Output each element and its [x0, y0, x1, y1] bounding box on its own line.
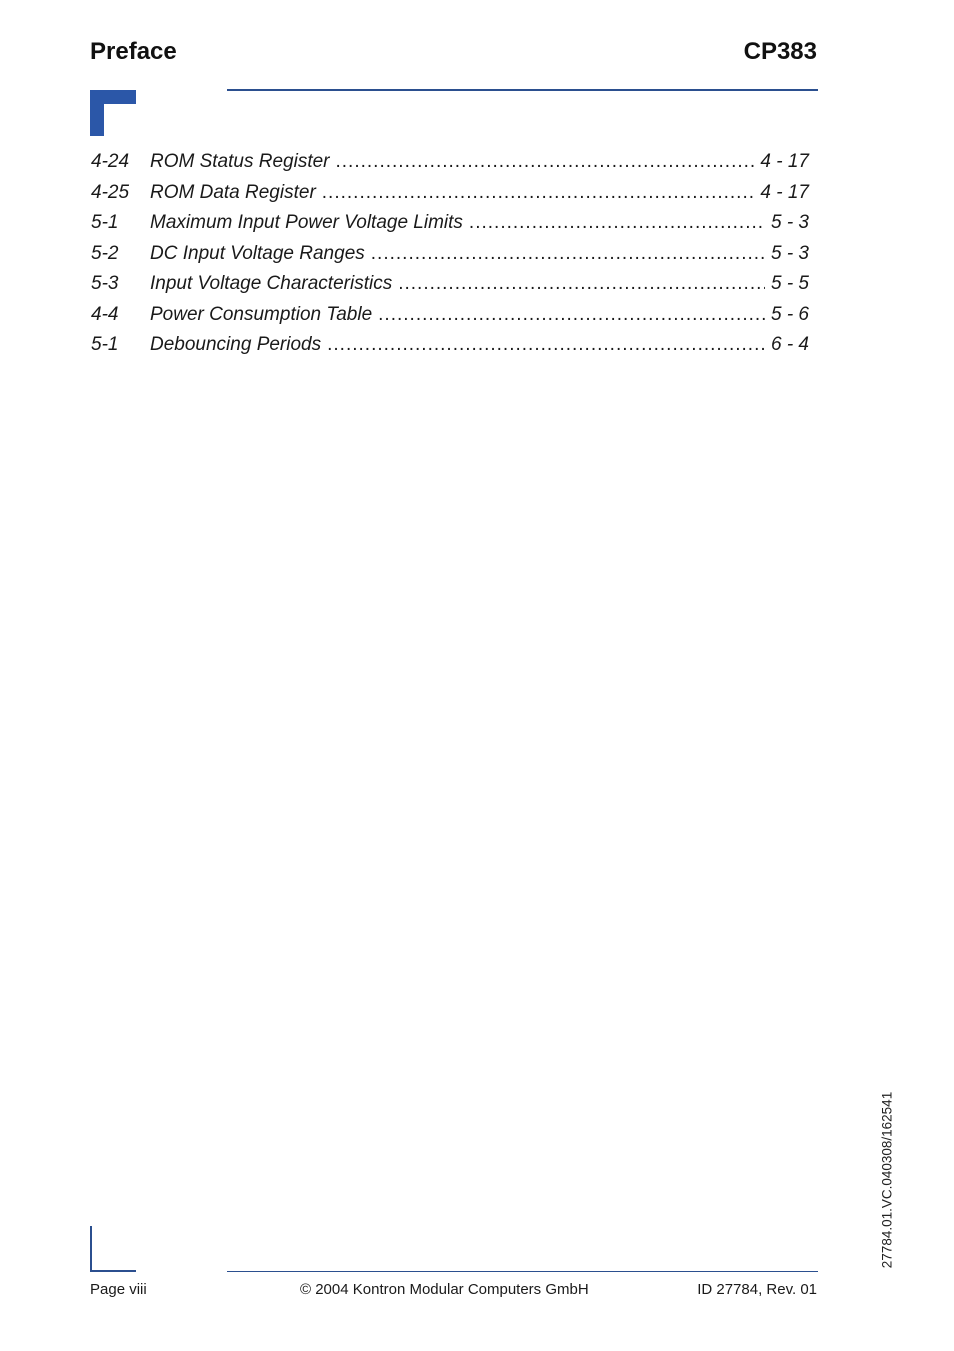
footer-rule — [227, 1271, 818, 1272]
footer-corner-horizontal — [90, 1270, 136, 1272]
table-of-contents — [91, 151, 809, 365]
toc-entry-title: ROM Data Register — [150, 181, 316, 203]
corner-mark — [90, 90, 136, 136]
toc-leader-dots — [398, 273, 765, 295]
toc-entry[interactable] — [91, 182, 809, 213]
toc-entry[interactable] — [91, 304, 809, 335]
toc-entry-title: Input Voltage Characteristics — [150, 273, 393, 294]
toc-entry[interactable] — [91, 334, 809, 365]
toc-leader-dots — [371, 243, 765, 265]
toc-entry-number: 5-1 — [91, 212, 119, 233]
footer-page-number: Page viii — [90, 1281, 147, 1298]
toc-entry[interactable] — [91, 273, 809, 304]
toc-entry-title: Power Consumption Table — [150, 303, 373, 325]
toc-entry[interactable] — [91, 151, 809, 182]
footer-document-id: ID 27784, Rev. 01 — [697, 1281, 817, 1298]
toc-entry-page: 4 - 17 — [760, 151, 809, 172]
toc-entry-page: 5 - 3 — [770, 212, 809, 233]
toc-leader-dots — [378, 304, 765, 326]
toc-entry[interactable] — [91, 243, 809, 274]
toc-entry-number: 5-2 — [91, 242, 119, 264]
toc-entry[interactable] — [91, 212, 809, 243]
footer-copyright: © 2004 Kontron Modular Computers GmbH — [300, 1281, 589, 1298]
header-section-title: Preface — [90, 38, 177, 65]
toc-leader-dots — [322, 182, 755, 204]
toc-entry-title: Maximum Input Power Voltage Limits — [150, 212, 463, 233]
toc-entry-number: 4-25 — [91, 181, 130, 203]
toc-leader-dots — [469, 212, 765, 234]
toc-entry-number: 5-1 — [91, 334, 119, 355]
toc-entry-page: 5 - 3 — [770, 242, 809, 264]
toc-entry-title: DC Input Voltage Ranges — [150, 242, 365, 264]
toc-entry-page: 4 - 17 — [760, 181, 809, 203]
toc-entry-title: Debouncing Periods — [150, 334, 322, 355]
toc-entry-page: 5 - 5 — [770, 273, 809, 294]
toc-entry-page: 5 - 6 — [770, 303, 809, 325]
toc-entry-number: 5-3 — [91, 273, 119, 294]
toc-entry-page: 6 - 4 — [770, 334, 809, 355]
document-revision-id: 27784.01.VC.040308/162541 — [879, 1091, 895, 1269]
toc-entry-title: ROM Status Register — [150, 151, 330, 172]
toc-leader-dots — [336, 151, 755, 173]
toc-entry-number: 4-4 — [91, 303, 119, 325]
toc-leader-dots — [327, 334, 765, 356]
toc-entry-number: 4-24 — [91, 151, 130, 172]
header-product-name: CP383 — [743, 38, 817, 65]
footer-corner-vertical — [90, 1226, 92, 1272]
header-rule — [227, 89, 818, 91]
corner-mark-vertical — [90, 90, 104, 136]
